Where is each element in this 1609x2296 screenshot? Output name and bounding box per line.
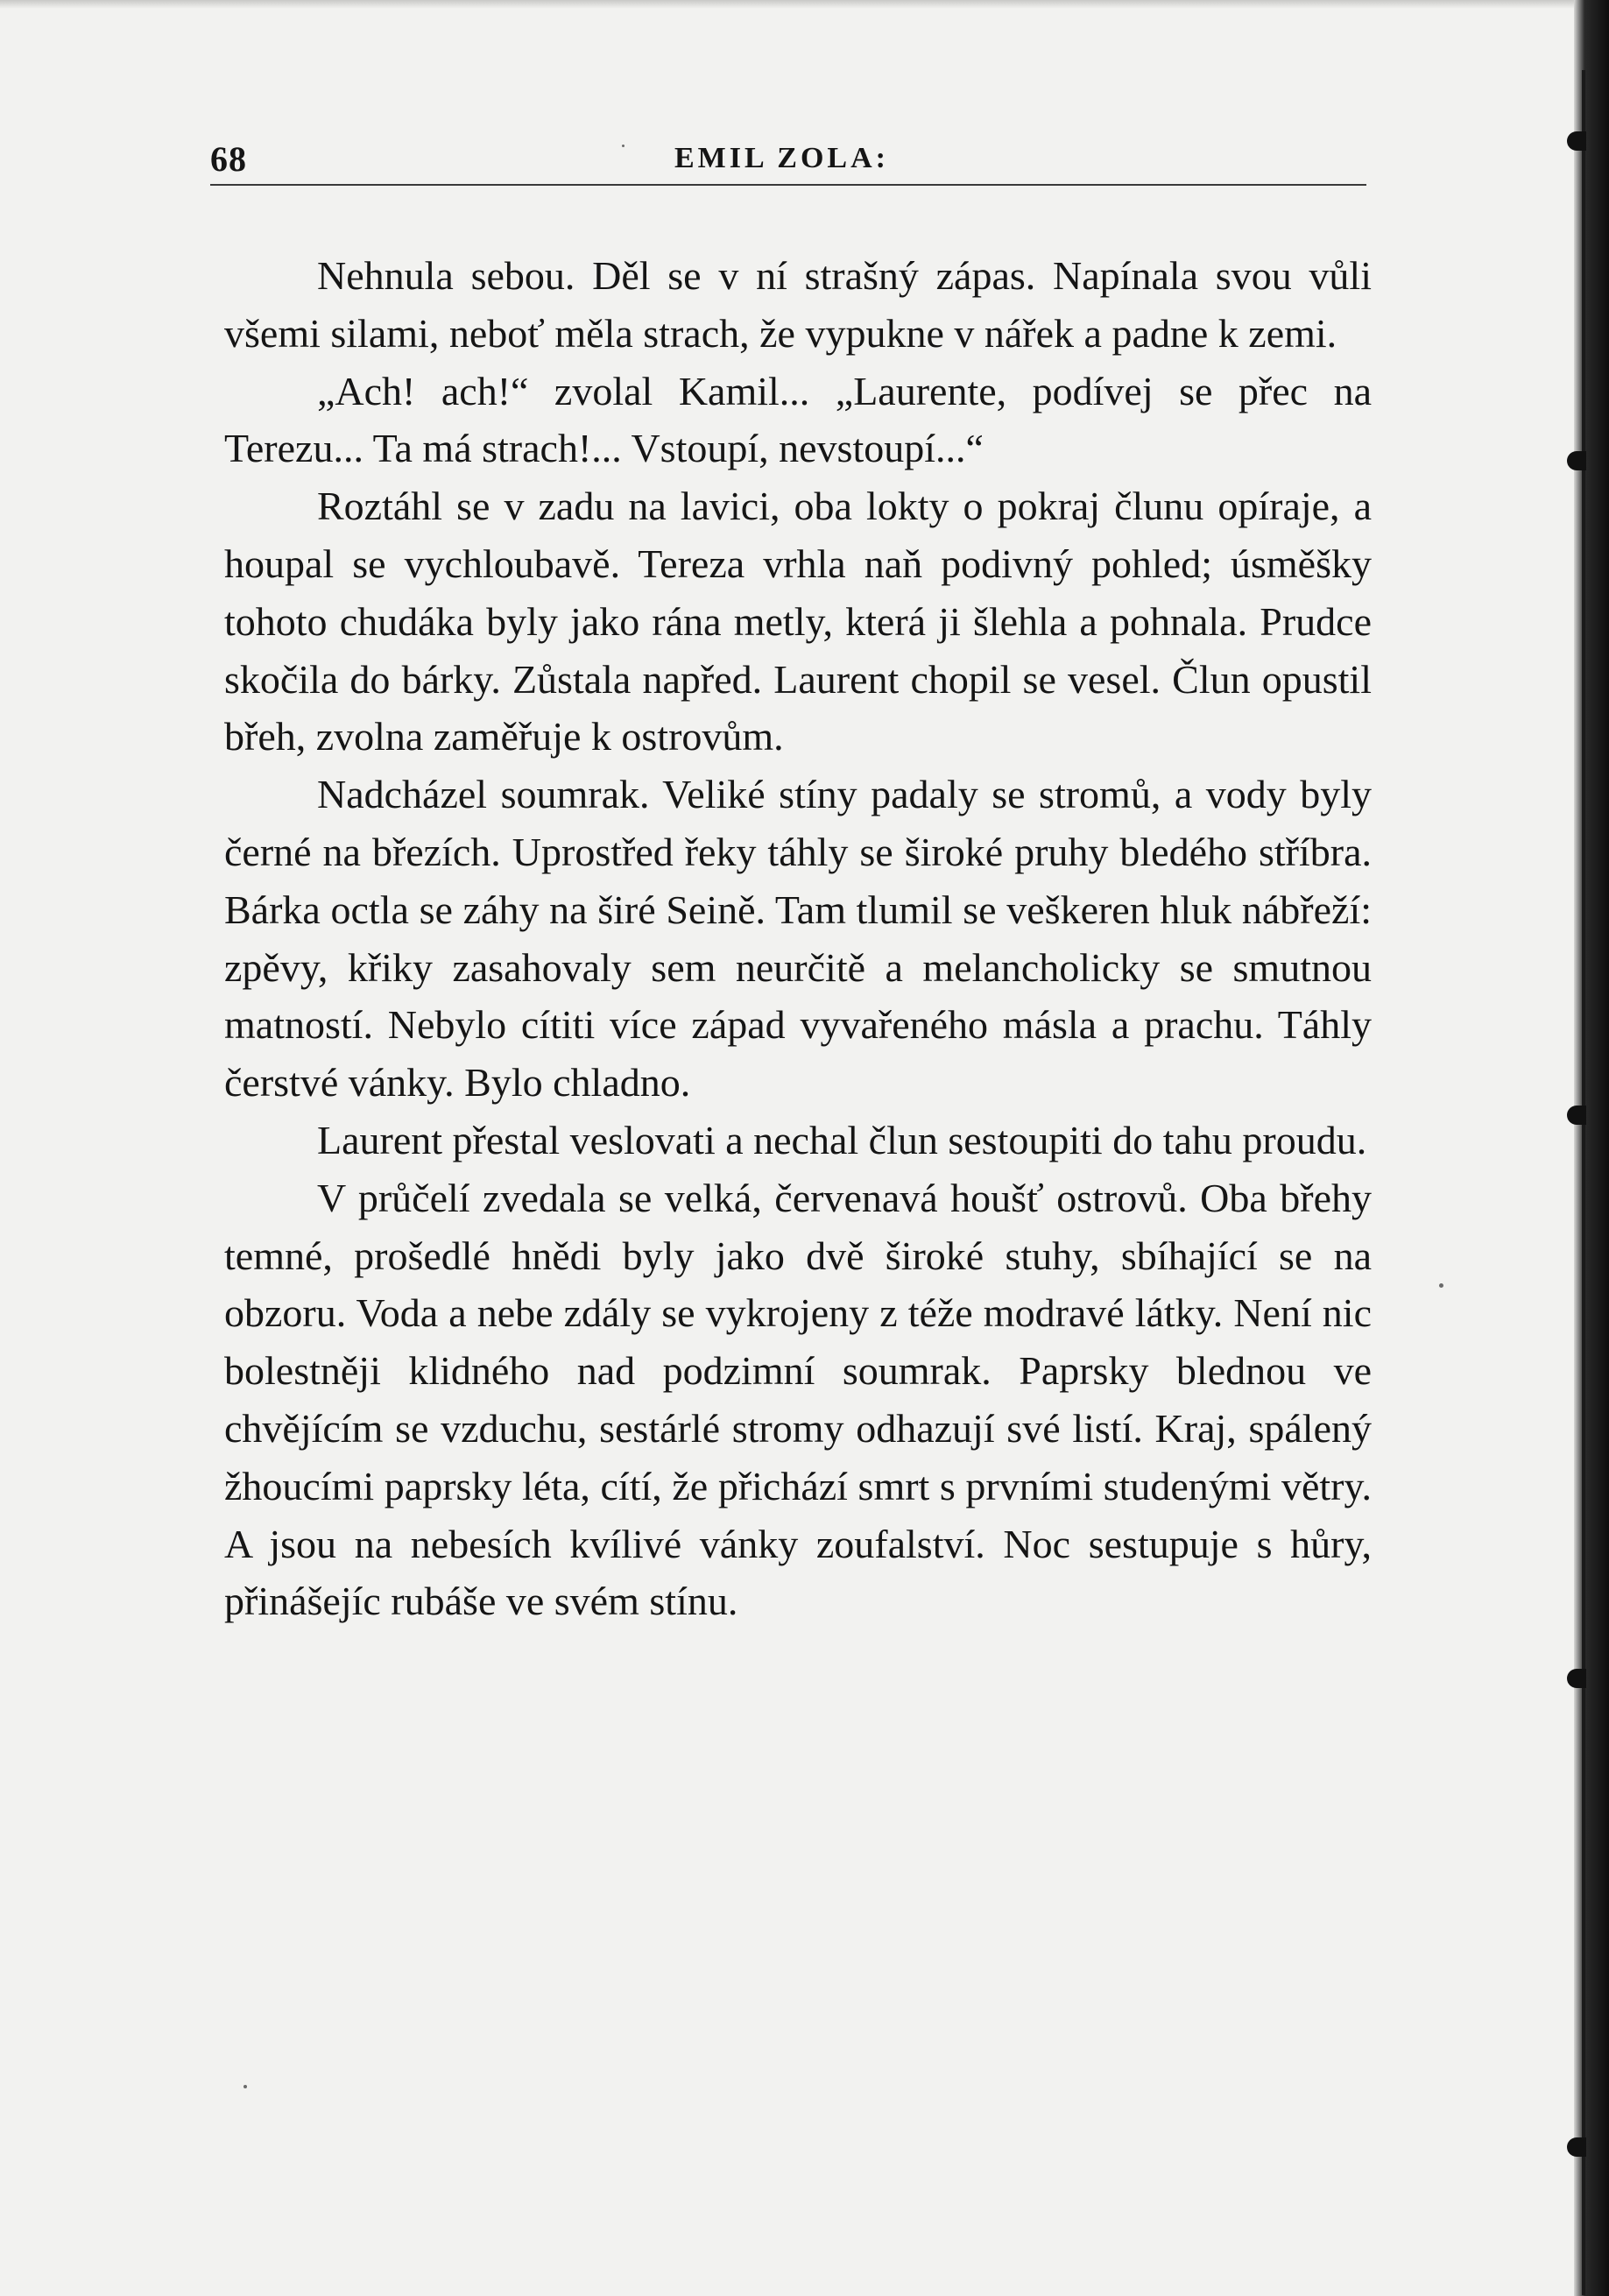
scan-right-edge (1574, 0, 1609, 2296)
binding-tab (1567, 451, 1586, 470)
paragraph: V průčelí zvedala se velká, červenavá houšť ostrovů. Oba břehy temné, prošedlé hnědi byly jako dvě široké stuhy, sbíhající se na obzoru. Voda a nebe zdály se vykrojeny z téže modravé látky. Není nic bolestněji klidného nad podzimní soumrak. Paprsky blednou ve chvějícím se vzduchu, sestárlé stromy odhazují své listí. Kraj, spálený žhoucími paprsky léta, cítí, že přichází smrt s prvními studenými větry. A jsou na nebesích kvílivé vánky zoufalství. Noc sestupuje s hůry, přinášejíc rubáše ve svém stínu. (224, 1175, 1372, 1624)
binding-tab (1567, 1106, 1586, 1125)
binding-tab (1567, 2137, 1586, 2157)
binding-tab (1567, 1669, 1586, 1688)
body-text (224, 247, 1372, 1630)
paragraph: Laurent přestal veslovati a nechal člun sestoupiti do tahu proudu. (317, 1117, 1367, 1162)
dust-speck (1439, 1283, 1443, 1288)
scan-top-edge (0, 0, 1609, 9)
paragraph: „Ach! ach!“ zvolal Kamil... „Laurente, podívej se přec na Terezu... Ta má strach!... Vstoupí, nevstoupí...“ (224, 368, 1372, 471)
running-head: EMIL ZOLA: (674, 142, 889, 174)
page-header (210, 131, 1366, 186)
page-number: 68 (210, 139, 247, 179)
dust-speck (243, 2085, 247, 2088)
paragraph: Nehnula sebou. Děl se v ní strašný zápas. Napínala svou vůli všemi silami, neboť měla strach, že vypukne v nářek a padne k zemi. (224, 253, 1372, 356)
binding-spine (1582, 70, 1585, 2295)
binding-tab (1567, 131, 1586, 151)
paragraph: Nadcházel soumrak. Veliké stíny padaly se stromů, a vody byly černé na březích. Uprostřed řeky táhly se široké pruhy bledého stříbra. Bárka octla se záhy na širé Seině. Tam tlumil se veškeren hluk nábřeží: zpěvy, křiky zasahovaly sem neurčitě a melancholicky se smutnou matností. Nebylo cítiti více západ vyvařeného másla a prachu. Táhly čerstvé vánky. Bylo chladno. (224, 772, 1372, 1106)
paragraph: Roztáhl se v zadu na lavici, oba lokty o pokraj člunu opíraje, a houpal se vychloubavě. Tereza vrhla naň podivný pohled; úsměšky tohoto chudáka byly jako rána metly, která ji šlehla a pohnala. Prudce skočila do bárky. Zůstala napřed. Laurent chopil se vesel. Člun opustil břeh, zvolna zaměřuje k ostrovům. (224, 484, 1372, 759)
